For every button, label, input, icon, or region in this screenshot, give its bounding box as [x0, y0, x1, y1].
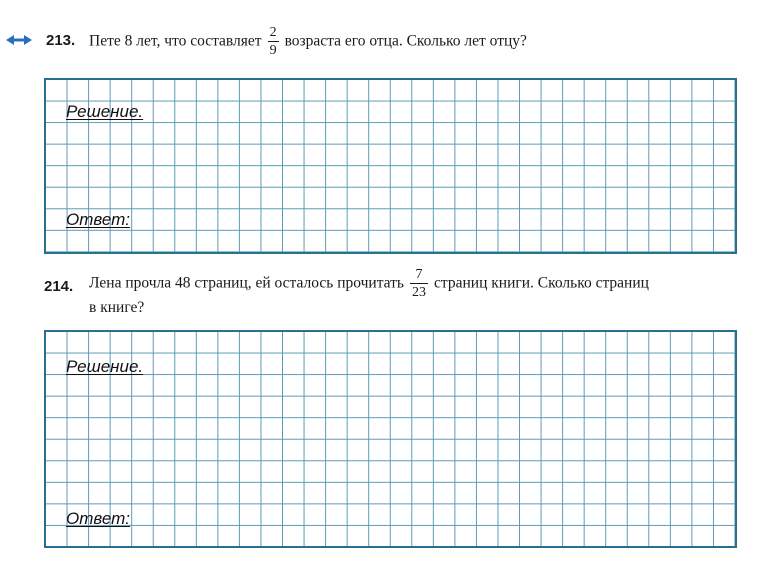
- task-question: [89, 268, 649, 300]
- question-text-line2: в книге?: [89, 299, 145, 316]
- fraction-numerator: 7: [410, 268, 428, 284]
- question-text-after: страниц книги. Сколько страниц: [434, 274, 649, 292]
- double-arrow-icon: [6, 35, 32, 45]
- fraction-numerator: 2: [269, 25, 277, 40]
- question-text-after: возраста его отца. Сколько лет отцу?: [284, 32, 527, 50]
- answer-label: Ответ:: [66, 210, 131, 229]
- solution-label: Решение.: [66, 357, 144, 376]
- task-number: 214.: [44, 278, 74, 295]
- fraction-denominator: 23: [412, 285, 427, 300]
- answer-label: Ответ:: [66, 509, 131, 528]
- fraction: [268, 26, 279, 58]
- question-text-before: Пете 8 лет, что составляет: [89, 32, 262, 50]
- answer-grid[interactable]: [44, 330, 737, 548]
- task-question: [89, 26, 527, 58]
- question-text-before: Лена прочла 48 страниц, ей осталось прочитать: [89, 274, 405, 292]
- solution-label: Решение.: [66, 102, 144, 121]
- fraction-denominator: 9: [269, 43, 277, 58]
- answer-grid[interactable]: [44, 78, 737, 254]
- task-number: 213.: [46, 32, 76, 49]
- fraction: [410, 268, 428, 300]
